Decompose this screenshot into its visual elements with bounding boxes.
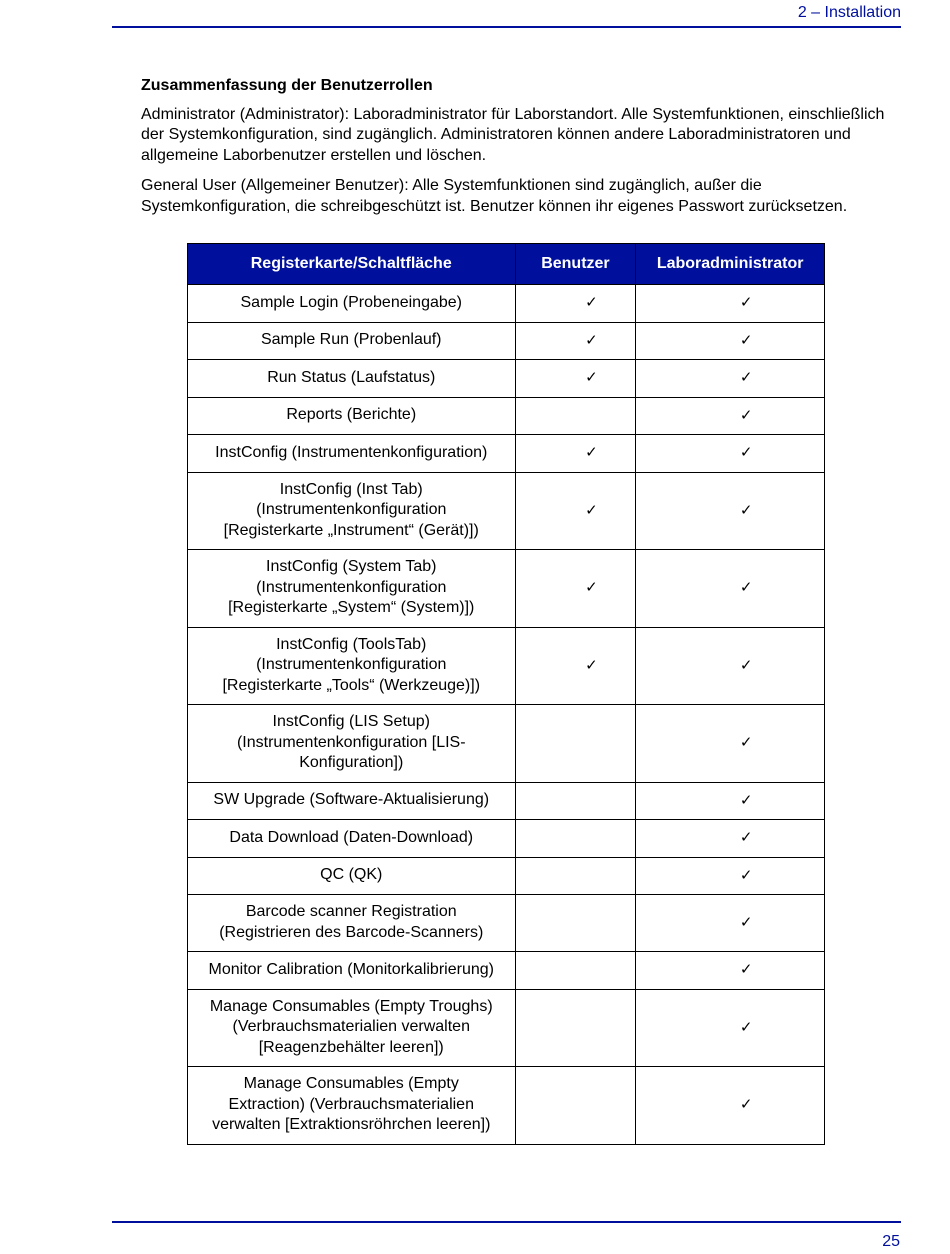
user-permission-cell <box>515 952 636 990</box>
checkmark-icon: ✓ <box>585 368 598 386</box>
user-permission-cell <box>515 285 636 323</box>
feature-label: Sample Run (Probenlauf) <box>188 322 516 360</box>
user-permission-cell <box>515 820 636 858</box>
feature-label: Reports (Berichte) <box>188 397 516 435</box>
admin-permission-cell <box>636 435 825 473</box>
table-header-row <box>188 244 825 285</box>
admin-permission-cell <box>636 360 825 398</box>
checkmark-icon: ✓ <box>739 578 753 596</box>
user-permission-cell <box>515 895 636 952</box>
user-permission-cell <box>515 627 636 705</box>
page-number: 25 <box>882 1233 900 1250</box>
admin-permission-cell <box>636 1067 825 1145</box>
table-row <box>188 952 825 990</box>
user-permission-cell <box>515 360 636 398</box>
checkmark-icon: ✓ <box>585 330 598 349</box>
user-permission-cell <box>515 1067 636 1145</box>
table-row <box>188 895 825 952</box>
admin-permission-cell <box>636 472 825 550</box>
admin-permission-cell <box>636 550 825 628</box>
admin-permission-cell <box>636 322 825 360</box>
user-permission-cell <box>515 435 636 473</box>
checkmark-icon: ✓ <box>585 500 598 519</box>
header-rule <box>112 26 901 28</box>
admin-permission-cell <box>636 397 825 435</box>
section-title: Zusammenfassung der Benutzerrollen <box>141 77 433 94</box>
checkmark-icon: ✓ <box>739 912 753 931</box>
admin-permission-cell <box>636 782 825 820</box>
user-permission-cell <box>515 472 636 550</box>
feature-label: InstConfig (System Tab) (Instrumentenkonfiguration [Registerkarte „System“ (System)]) <box>188 550 516 628</box>
feature-label: Monitor Calibration (Monitorkalibrierung) <box>188 952 516 990</box>
feature-label: Barcode scanner Registration (Registrieren des Barcode-Scanners) <box>188 895 516 952</box>
feature-label: Manage Consumables (Empty Troughs) (Verbrauchsmaterialien verwalten [Reagenzbehälter leeren]) <box>188 989 516 1067</box>
user-permission-cell <box>515 782 636 820</box>
general-user-paragraph: General User (Allgemeiner Benutzer): Alle Systemfunktionen sind zugänglich, außer die Systemkonfiguration, die schreibgeschützt ist. Benutzer können ihr eigenes Passwort zurücksetzen. <box>141 177 848 215</box>
table-row <box>188 627 825 705</box>
table-row <box>188 989 825 1067</box>
user-permission-cell <box>515 397 636 435</box>
table-row <box>188 782 825 820</box>
checkmark-icon: ✓ <box>739 1017 753 1036</box>
checkmark-icon: ✓ <box>739 443 753 461</box>
administrator-paragraph: Administrator (Administrator): Laboradministrator für Laborstandort. Alle Systemfunktionen, einschließlich der Systemkonfiguration, sind zugänglich. Administratoren können andere Laboradministratoren und allgemeine Laborbenutzer erstellen und löschen. <box>141 105 885 164</box>
table-row <box>188 360 825 398</box>
checkmark-icon: ✓ <box>739 500 753 519</box>
main-content <box>141 76 901 227</box>
checkmark-icon: ✓ <box>739 960 753 978</box>
feature-label: Data Download (Daten-Download) <box>188 820 516 858</box>
admin-permission-cell <box>636 627 825 705</box>
admin-permission-cell <box>636 820 825 858</box>
feature-label: SW Upgrade (Software-Aktualisierung) <box>188 782 516 820</box>
table-row <box>188 857 825 895</box>
table-row <box>188 322 825 360</box>
checkmark-icon: ✓ <box>585 578 598 596</box>
checkmark-icon: ✓ <box>585 293 598 311</box>
user-permission-cell <box>515 550 636 628</box>
feature-label: Run Status (Laufstatus) <box>188 360 516 398</box>
admin-permission-cell <box>636 705 825 783</box>
table-body <box>188 285 825 1145</box>
checkmark-icon: ✓ <box>739 865 753 884</box>
table-row <box>188 705 825 783</box>
checkmark-icon: ✓ <box>739 293 753 311</box>
feature-label: InstConfig (Inst Tab) (Instrumentenkonfiguration [Registerkarte „Instrument“ (Gerät)]) <box>188 472 516 550</box>
feature-label: Manage Consumables (Empty Extraction) (Verbrauchsmaterialien verwalten [Extraktionsröhrchen leeren]) <box>188 1067 516 1145</box>
checkmark-icon: ✓ <box>739 330 753 349</box>
checkmark-icon: ✓ <box>739 790 753 809</box>
user-permission-cell <box>515 989 636 1067</box>
admin-permission-cell <box>636 989 825 1067</box>
feature-label: InstConfig (Instrumentenkonfiguration) <box>188 435 516 473</box>
admin-permission-cell <box>636 285 825 323</box>
user-permission-cell <box>515 705 636 783</box>
checkmark-icon: ✓ <box>585 655 598 674</box>
feature-label: QC (QK) <box>188 857 516 895</box>
checkmark-icon: ✓ <box>739 733 753 751</box>
header-user: Benutzer <box>515 244 636 285</box>
admin-permission-cell <box>636 952 825 990</box>
checkmark-icon: ✓ <box>739 655 753 674</box>
checkmark-icon: ✓ <box>739 828 753 846</box>
table-row <box>188 397 825 435</box>
footer-rule <box>112 1221 901 1223</box>
table-row <box>188 550 825 628</box>
user-roles-table <box>187 243 825 1145</box>
checkmark-icon: ✓ <box>739 405 753 424</box>
admin-permission-cell <box>636 857 825 895</box>
table-row <box>188 472 825 550</box>
header-lab-admin: Laboradministrator <box>636 244 825 285</box>
running-header: 2 – Installation <box>797 4 901 21</box>
checkmark-icon: ✓ <box>739 1095 753 1113</box>
feature-label: InstConfig (LIS Setup) (Instrumentenkonfiguration [LIS- Konfiguration]) <box>188 705 516 783</box>
checkmark-icon: ✓ <box>739 368 753 386</box>
feature-label: Sample Login (Probeneingabe) <box>188 285 516 323</box>
feature-label: InstConfig (ToolsTab) (Instrumentenkonfiguration [Registerkarte „Tools“ (Werkzeuge)]) <box>188 627 516 705</box>
checkmark-icon: ✓ <box>585 443 598 461</box>
header-tab-button: Registerkarte/Schaltfläche <box>188 244 516 285</box>
user-permission-cell <box>515 857 636 895</box>
table-row <box>188 1067 825 1145</box>
table-row <box>188 820 825 858</box>
table-row <box>188 435 825 473</box>
user-permission-cell <box>515 322 636 360</box>
table-row <box>188 285 825 323</box>
admin-permission-cell <box>636 895 825 952</box>
